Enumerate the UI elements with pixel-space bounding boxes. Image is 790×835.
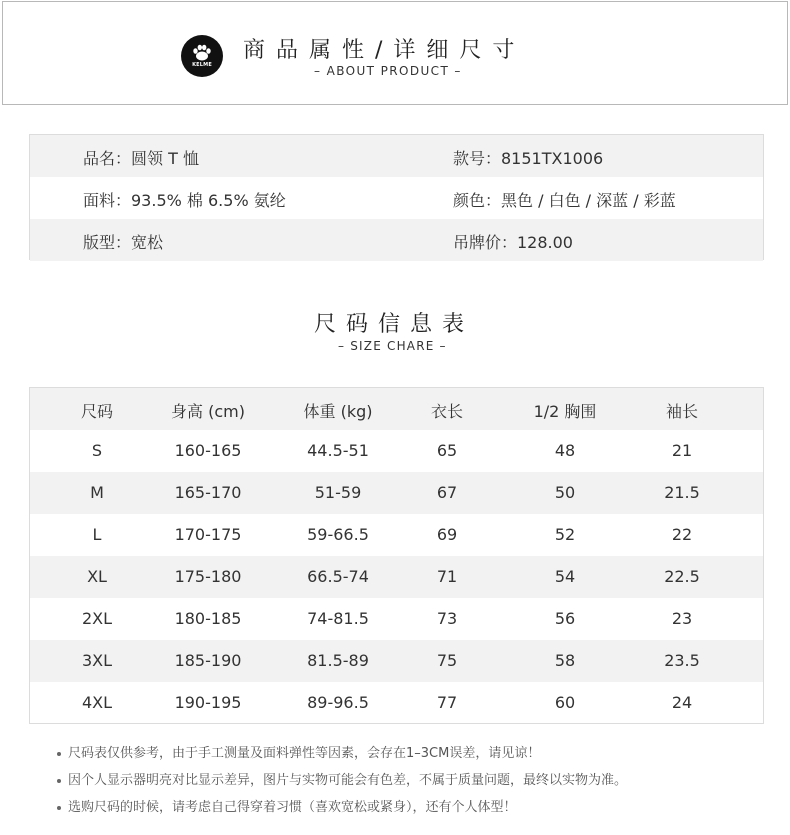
column-header: 体重 (kg): [303, 402, 373, 421]
table-row: [30, 682, 763, 724]
bullet-icon: [57, 806, 61, 810]
chest-cell: 60: [554, 693, 576, 712]
height-cell: 185-190: [174, 651, 242, 670]
weight-cell: 74-81.5: [307, 609, 369, 628]
length-cell: 75: [436, 651, 458, 670]
note-item: [57, 772, 777, 799]
note-text: 选购尺码的时候，请考虑自己得穿着习惯（喜欢宽松或紧身），还有个人体型！: [68, 800, 517, 815]
fit-type: 版型：宽松: [83, 233, 164, 252]
colors: 颜色：黑色 / 白色 / 深蓝 / 彩蓝: [453, 191, 676, 210]
size-table-header: [30, 388, 763, 430]
style-number: 款号：8151TX1006: [453, 149, 604, 168]
product-name: 品名：圆领 T 恤: [83, 149, 199, 168]
weight-cell: 51-59: [314, 483, 362, 502]
size-cell: S: [91, 441, 103, 460]
sleeve-cell: 22.5: [664, 567, 700, 586]
length-cell: 73: [436, 609, 458, 628]
chest-cell: 54: [554, 567, 576, 586]
bullet-icon: [57, 779, 61, 783]
fabric: 面料：93.5% 棉 6.5% 氨纶: [83, 191, 286, 210]
height-cell: 160-165: [174, 441, 242, 460]
column-header: 尺码: [80, 402, 114, 421]
size-chart-subtitle: – SIZE CHARE –: [338, 339, 447, 353]
sleeve-cell: 23: [671, 609, 693, 628]
weight-cell: 81.5-89: [307, 651, 369, 670]
column-header: 衣长: [430, 402, 464, 421]
attribute-row: [30, 135, 763, 177]
height-cell: 175-180: [174, 567, 242, 586]
note-text: 尺码表仅供参考，由于手工测量及面料弹性等因素，会存在1–3CM误差，请见谅！: [68, 746, 541, 761]
tag-price: 吊牌价：128.00: [453, 233, 573, 252]
height-cell: 170-175: [174, 525, 242, 544]
size-cell: 3XL: [81, 651, 113, 670]
weight-cell: 89-96.5: [307, 693, 369, 712]
paw-icon: [181, 35, 223, 77]
length-cell: 65: [436, 441, 458, 460]
table-row: [30, 556, 763, 598]
sleeve-cell: 21: [671, 441, 693, 460]
column-header: 袖长: [665, 402, 699, 421]
chest-cell: 52: [554, 525, 576, 544]
weight-cell: 59-66.5: [307, 525, 369, 544]
length-cell: 69: [436, 525, 458, 544]
size-cell: M: [90, 483, 104, 502]
logo-text: KELME: [192, 62, 212, 68]
product-attributes-table: [29, 134, 764, 260]
size-cell: XL: [87, 567, 107, 586]
sleeve-cell: 22: [671, 525, 693, 544]
page-subtitle: – ABOUT PRODUCT –: [314, 64, 462, 78]
notes-list: [57, 745, 777, 826]
weight-cell: 66.5-74: [307, 567, 369, 586]
sleeve-cell: 21.5: [664, 483, 700, 502]
table-row: [30, 598, 763, 640]
attribute-row: [30, 219, 763, 261]
column-header: 1/2 胸围: [533, 402, 597, 421]
length-cell: 77: [436, 693, 458, 712]
bullet-icon: [57, 752, 61, 756]
sleeve-cell: 24: [671, 693, 693, 712]
size-cell: 4XL: [81, 693, 113, 712]
size-cell: 2XL: [81, 609, 113, 628]
chest-cell: 50: [554, 483, 576, 502]
table-row: [30, 514, 763, 556]
note-item: [57, 799, 777, 826]
height-cell: 165-170: [174, 483, 242, 502]
table-row: [30, 430, 763, 472]
height-cell: 190-195: [174, 693, 242, 712]
length-cell: 67: [436, 483, 458, 502]
kelme-logo: [181, 35, 223, 77]
sleeve-cell: 23.5: [664, 651, 700, 670]
chest-cell: 56: [554, 609, 576, 628]
size-chart-table: [29, 387, 764, 724]
length-cell: 71: [436, 567, 458, 586]
note-text: 因个人显示器明亮对比显示差异，图片与实物可能会有色差，不属于质量问题，最终以实物为准。: [68, 773, 628, 788]
column-header: 身高 (cm): [171, 402, 245, 421]
chest-cell: 48: [554, 441, 576, 460]
height-cell: 180-185: [174, 609, 242, 628]
size-chart-title: 尺码信息表: [314, 312, 475, 337]
page-title: 商品属性/详细尺寸: [243, 38, 526, 63]
attribute-row: [30, 177, 763, 219]
table-row: [30, 472, 763, 514]
chest-cell: 58: [554, 651, 576, 670]
table-row: [30, 640, 763, 682]
note-item: [57, 745, 777, 772]
weight-cell: 44.5-51: [307, 441, 369, 460]
size-cell: L: [92, 525, 102, 544]
